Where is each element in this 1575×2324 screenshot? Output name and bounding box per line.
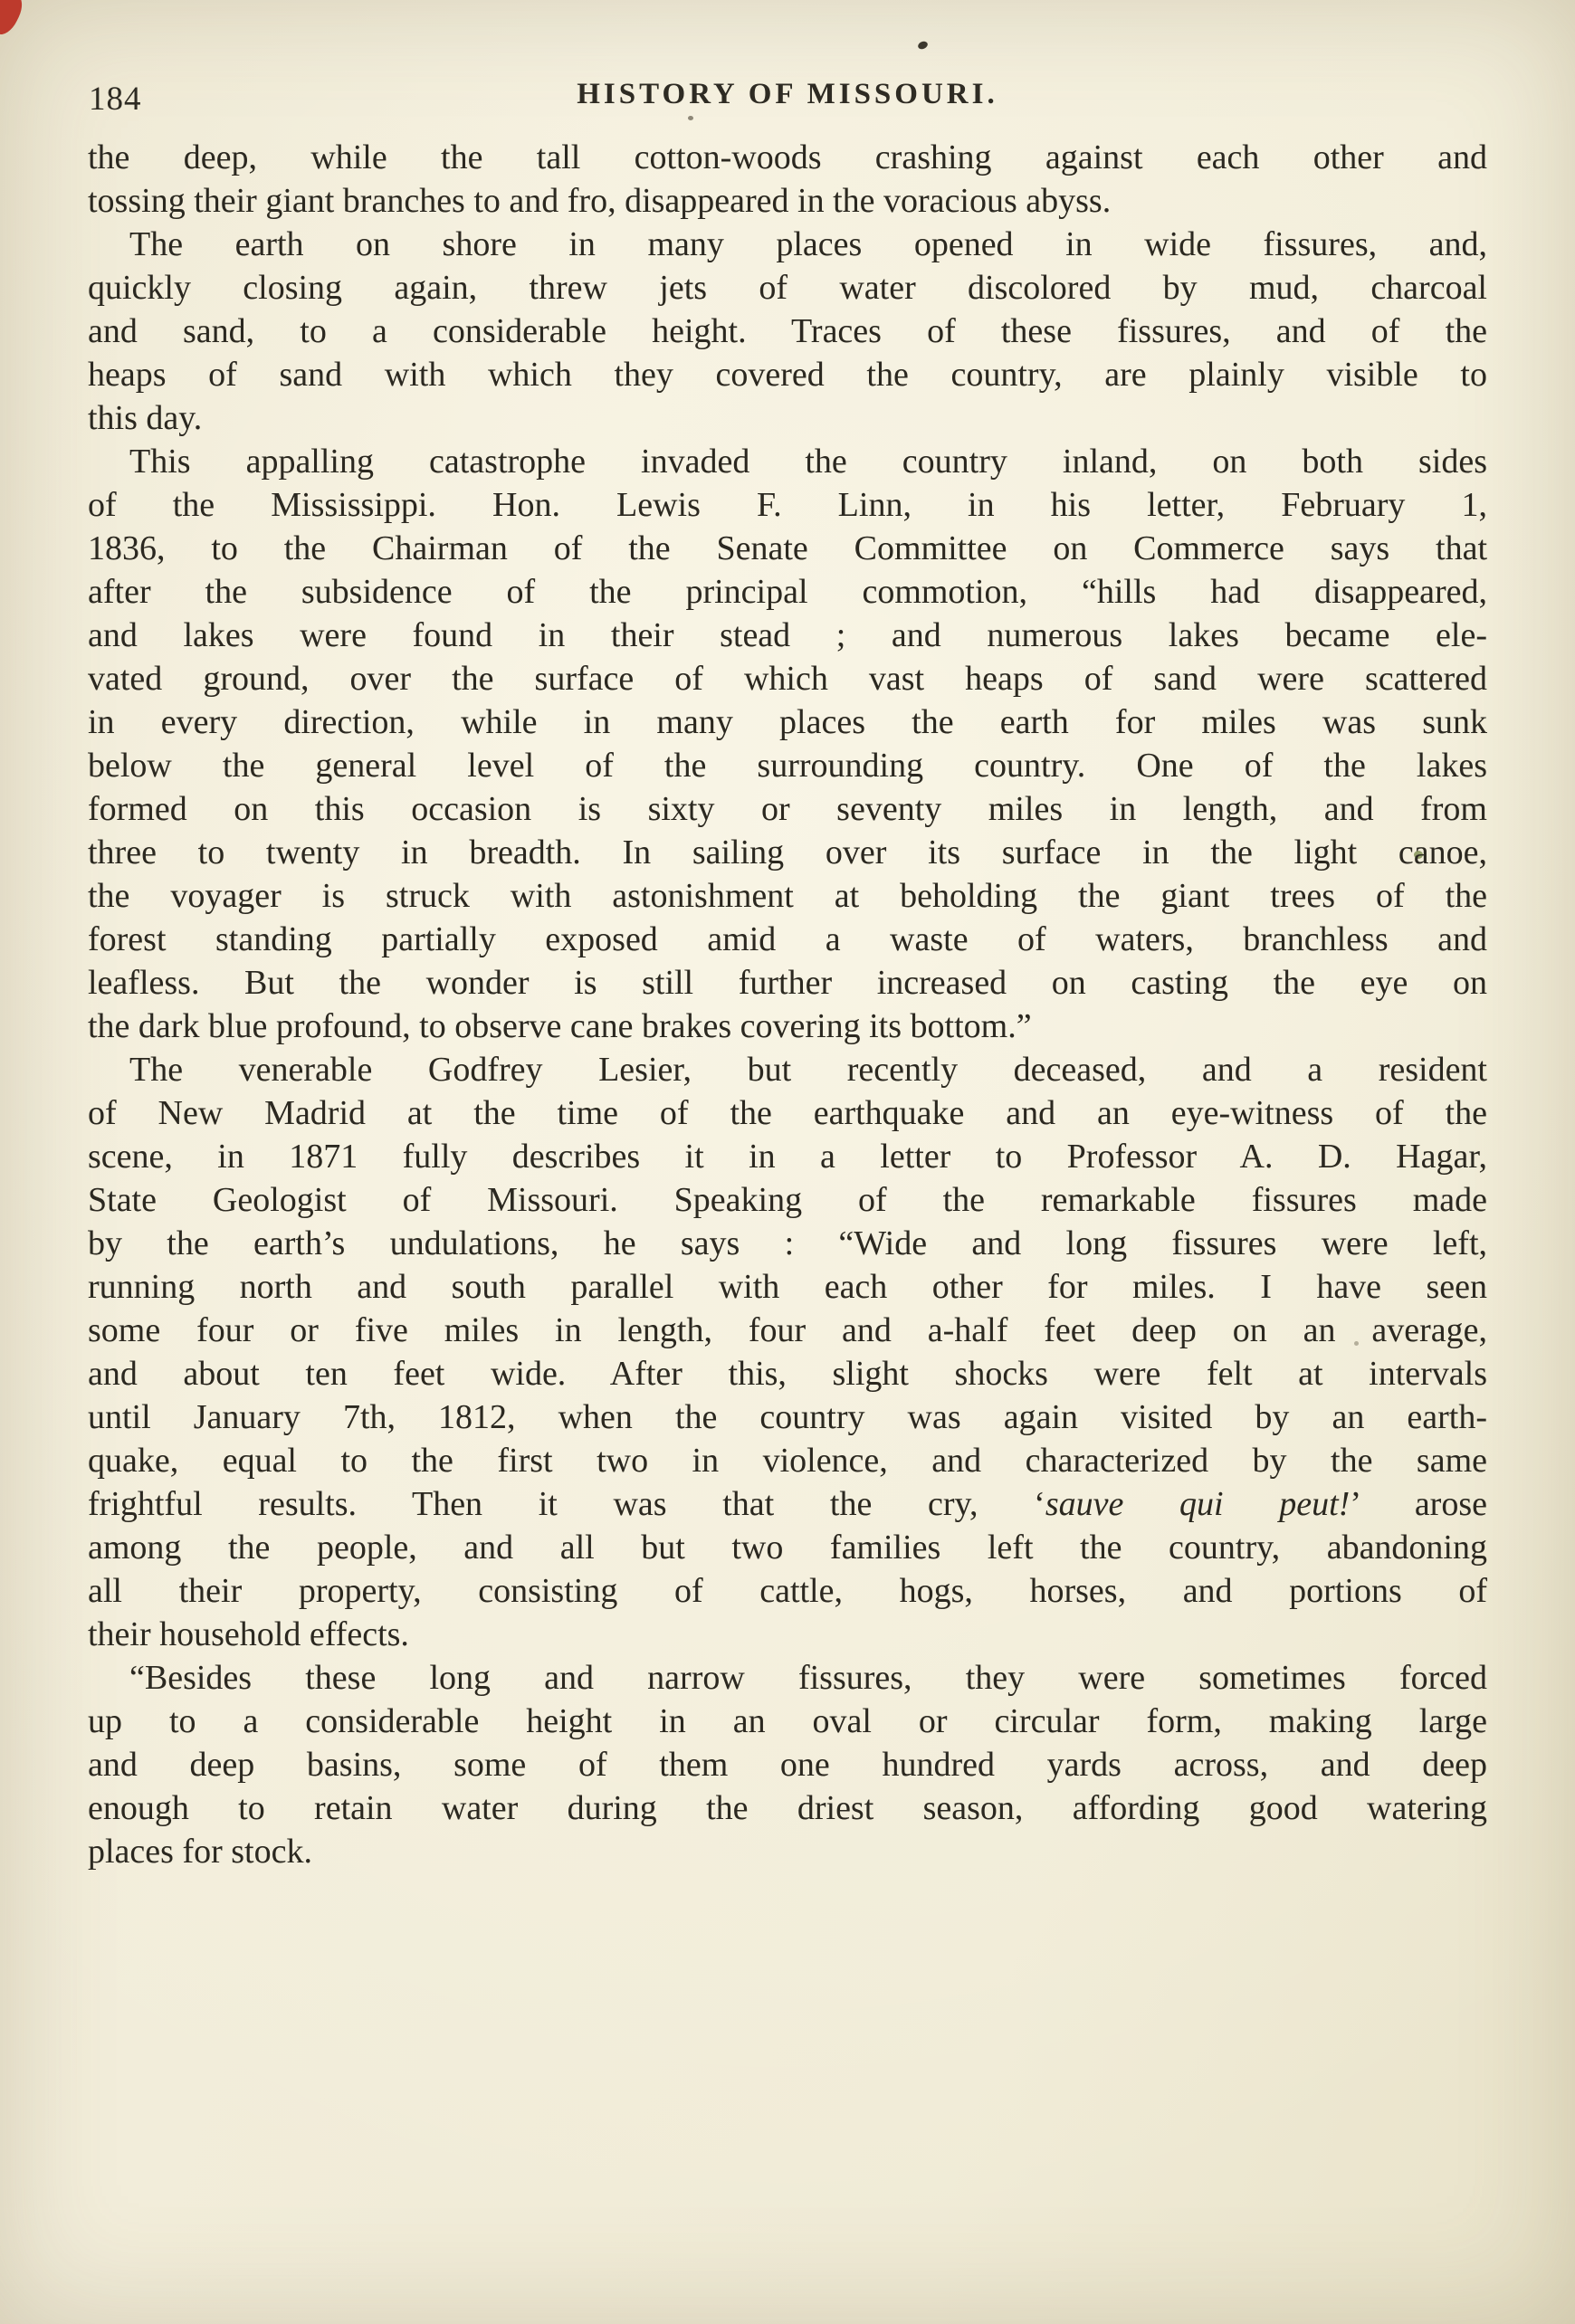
text-line: leafless. But the wonder is still further increased on casting the eye on [88, 964, 1487, 1002]
text-line: running north and south parallel with each other for miles. I have seen [88, 1268, 1487, 1306]
text-line: State Geologist of Missouri. Speaking of the remarkable fissures made [88, 1181, 1487, 1219]
text-line: and lakes were found in their stead ; and numerous lakes became ele- [88, 616, 1487, 654]
text-line: 1836, to the Chairman of the Senate Committee on Commerce says that [88, 529, 1487, 567]
text-line: heaps of sand with which they covered the country, are plainly visible to [88, 356, 1487, 394]
text-line: “Besides these long and narrow fissures, they were sometimes forced [129, 1659, 1487, 1697]
text-line: places for stock. [88, 1833, 312, 1871]
text-line: This appalling catastrophe invaded the country inland, on both sides [129, 443, 1487, 481]
text-line: after the subsidence of the principal commotion, “hills had disappeared, [88, 573, 1487, 611]
text-line: the dark blue profound, to observe cane brakes covering its bottom.” [88, 1007, 1032, 1045]
text-line: below the general level of the surrounding country. One of the lakes [88, 747, 1487, 785]
text-line: in every direction, while in many places the earth for miles was sunk [88, 703, 1487, 741]
text-line: and deep basins, some of them one hundred yards across, and deep [88, 1746, 1487, 1784]
ink-speck [917, 40, 929, 51]
text-line: enough to retain water during the driest season, affording good watering [88, 1789, 1487, 1827]
text-line: vated ground, over the surface of which vast heaps of sand were scattered [88, 660, 1487, 698]
text-line: tossing their giant branches to and fro, disappeared in the voracious abyss. [88, 182, 1112, 220]
running-header: HISTORY OF MISSOURI. [577, 78, 998, 110]
text-line: their household effects. [88, 1615, 409, 1653]
text-line: formed on this occasion is sixty or seventy miles in length, and from [88, 790, 1487, 828]
text-line: three to twenty in breadth. In sailing over its surface in the light canoe, [88, 833, 1487, 872]
text-line: The venerable Godfrey Lesier, but recently deceased, and a resident [129, 1051, 1487, 1089]
text-line: quickly closing again, threw jets of water discolored by mud, charcoal [88, 269, 1487, 307]
text-line: some four or five miles in length, four and a-half feet deep on an average, [88, 1311, 1487, 1349]
text-line: until January 7th, 1812, when the country was again visited by an earth- [88, 1398, 1487, 1436]
text-line: of New Madrid at the time of the earthquake and an eye-witness of the [88, 1094, 1487, 1132]
text-line: The earth on shore in many places opened in wide fissures, and, [129, 225, 1487, 263]
text-line: of the Mississippi. Hon. Lewis F. Linn, in his letter, February 1, [88, 486, 1487, 524]
page-header [0, 78, 1575, 123]
text-line: this day. [88, 399, 203, 437]
text-line: quake, equal to the first two in violence, and characterized by the same [88, 1442, 1487, 1480]
text-line: among the people, and all but two families left the country, abandoning [88, 1529, 1487, 1567]
page-number: 184 [89, 81, 142, 118]
text-line: frightful results. Then it was that the cry, ‘sauve qui peut!’ arose [88, 1485, 1487, 1523]
red-ink-mark [0, 0, 27, 39]
text-line: and sand, to a considerable height. Traces of these fissures, and of the [88, 312, 1487, 350]
text-line: up to a considerable height in an oval or circular form, making large [88, 1702, 1487, 1740]
text-line: the deep, while the tall cotton-woods crashing against each other and [88, 138, 1487, 176]
body-text [88, 136, 1487, 1873]
text-line: all their property, consisting of cattle, hogs, horses, and portions of [88, 1572, 1487, 1610]
text-line: by the earth’s undulations, he says : “Wide and long fissures were left, [88, 1224, 1487, 1262]
text-line: scene, in 1871 fully describes it in a letter to Professor A. D. Hagar, [88, 1138, 1487, 1176]
text-line: the voyager is struck with astonishment at beholding the giant trees of the [88, 877, 1487, 915]
text-line: and about ten feet wide. After this, slight shocks were felt at intervals [88, 1355, 1487, 1393]
text-line: forest standing partially exposed amid a waste of waters, branchless and [88, 920, 1487, 958]
